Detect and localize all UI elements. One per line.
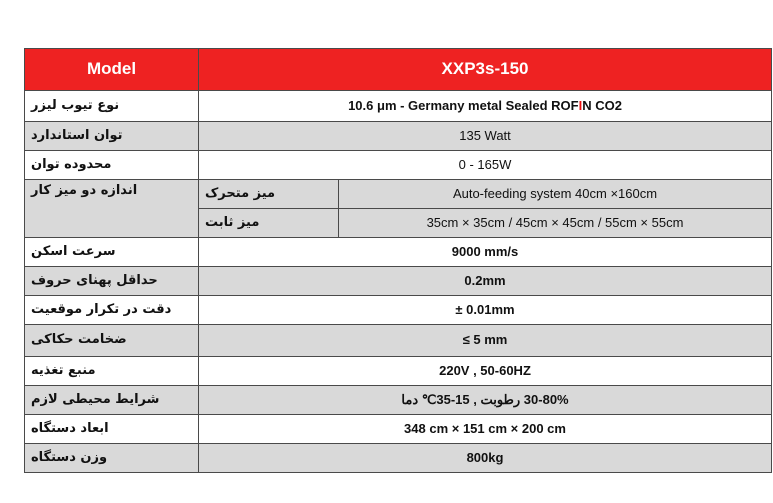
row-value: 0.2mm (199, 267, 772, 296)
table-row (25, 325, 772, 357)
row-label: وزن دستگاه (25, 444, 199, 473)
header-row (25, 49, 772, 91)
table-row (25, 415, 772, 444)
row-label: شرایط محیطی لازم (25, 386, 199, 415)
moving-table-value: Auto-feeding system 40cm ×160cm (339, 180, 772, 209)
row-label: منبع تغذیه (25, 357, 199, 386)
row-label: حداقل پهنای حروف (25, 267, 199, 296)
row-label: سرعت اسکن (25, 238, 199, 267)
table-row (25, 180, 772, 209)
model-label: Model (25, 49, 199, 91)
row-value: 9000 mm/s (199, 238, 772, 267)
row-label: توان استاندارد (25, 122, 199, 151)
laser-tube-value-post: N CO2 (582, 97, 622, 113)
table-row (25, 386, 772, 415)
model-value: XXP3s-150 (199, 49, 772, 91)
fixed-table-value: 35cm × 35cm / 45cm × 45cm / 55cm × 55cm (339, 209, 772, 238)
table-row (25, 238, 772, 267)
laser-tube-value-pre: 10.6 μm - Germany metal Sealed ROF (348, 97, 579, 113)
row-value: 800kg (199, 444, 772, 473)
row-value: 220V , 50-60HZ (199, 357, 772, 386)
moving-table-label: میز متحرک (199, 180, 339, 209)
laser-tube-value (199, 91, 772, 122)
fixed-table-label: میز ثابت (199, 209, 339, 238)
row-label: محدوده توان (25, 151, 199, 180)
row-label: ابعاد دستگاه (25, 415, 199, 444)
table-size-label: اندازه دو میز کار (25, 180, 199, 238)
laser-tube-label: نوع تیوب لیزر (25, 91, 199, 122)
table-row (25, 357, 772, 386)
row-value: 0 - 165W (199, 151, 772, 180)
table-row (25, 296, 772, 325)
table-row (25, 267, 772, 296)
spec-table (24, 48, 772, 473)
row-value: 348 cm × 151 cm × 200 cm (199, 415, 772, 444)
table-row (25, 122, 772, 151)
row-label: ضخامت حکاکی (25, 325, 199, 357)
row-label: دقت در تکرار موقعیت (25, 296, 199, 325)
row-value: 30-80% رطوبت , 15-35℃ دما (199, 386, 772, 415)
row-value: 135 Watt (199, 122, 772, 151)
row-value: ± 0.01mm (199, 296, 772, 325)
table-row (25, 91, 772, 122)
row-value: ≤ 5 mm (199, 325, 772, 357)
table-row (25, 444, 772, 473)
laser-tube-value-red: I (578, 97, 583, 113)
table-row (25, 151, 772, 180)
